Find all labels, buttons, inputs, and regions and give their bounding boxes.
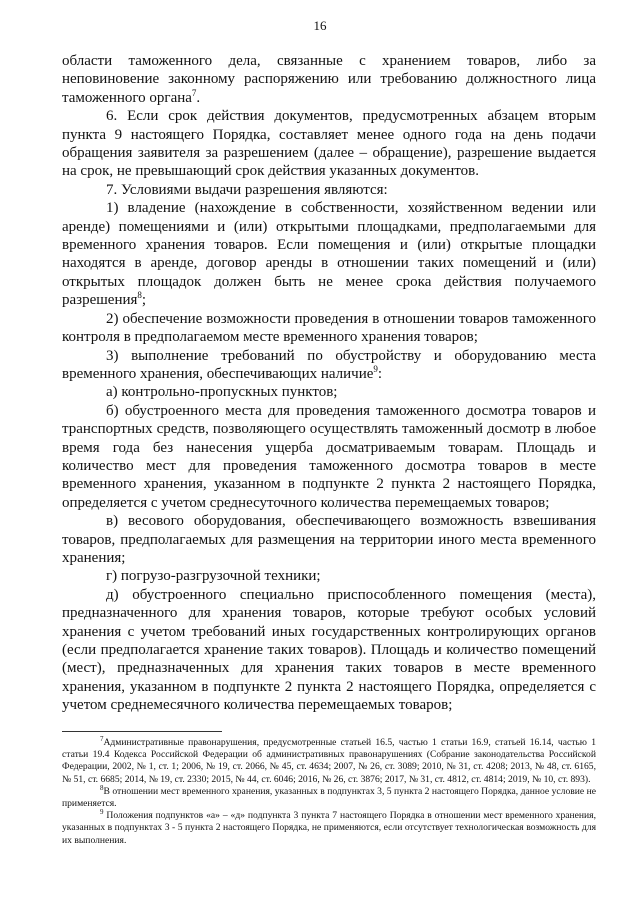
paragraph: б) обустроенного места для проведения таможенного досмотра товаров и транспортных средств, позволяющего осуществлять таможенный досмотр в любое время года без нанесения ущерба досматриваемым товарам. Площадь и количество мест для проведения таможенного досмотра товаров в месте временного хранения, указанном в подпункте 2 пункта 2 настоящего Порядка, определяется с учетом среднесуточного количества перемещаемых товаров; [62, 402, 596, 511]
footnote-ref: 7 [191, 87, 197, 98]
footnote-ref: 9 [373, 363, 378, 374]
paragraph: 7. Условиями выдачи разрешения являются: [106, 181, 388, 198]
page-number: 16 [313, 18, 327, 33]
footnote: $^9$ Положения подпунктов «а» – «д» подпункта 3 пункта 7 настоящего Порядка в отношении мест временного хранения, указанных в подпунктах 3 - 5 пункта 2 настоящего Порядка, не применяются, если отсутствует технологическая возможность для их выполнения. [62, 808, 596, 846]
paragraph: 6. Если срок действия документов, предусмотренных абзацем вторым пункта 9 настоящего Порядка, составляет менее одного года на день подачи обращения заявителя за разрешением (далее – обращение), разрешение выдается на срок, не превышающий срок действия указанных документов. [62, 108, 596, 180]
paragraph: 2) обеспечение возможности проведения в отношении товаров таможенного контроля в предполагаемом месте временного хранения товаров; [62, 310, 596, 346]
footnote: $^8$В отношении мест временного хранения, указанных в подпунктах 3, 5 пункта 2 настоящего Порядка, данное условие не применяется. [62, 783, 596, 810]
paragraph: г) погрузо-разгрузочной техники; [106, 568, 321, 585]
paragraph: а) контрольно-пропускных пунктов; [106, 384, 338, 401]
paragraph: области таможенного дела, связанные с хранением товаров, либо за неповиновение законному распоряжению или требованию должностного лица таможенного органа$^7$. [62, 53, 596, 106]
footnote: $^7$Административные правонарушения, предусмотренные статьей 16.5, частью 1 статьи 16.9, статьей 16.14, частью 1 статьи 19.4 Кодекса Российской Федерации об административных правонарушениях (Собрание законодательства Российской Федерации, 2002, № 1, ст. 1; 2006, № 19, ст. 2066, № 45, ст. 4634; 2007, № 26, ст. 3089; 2010, № 31, ст. 4208; 2013, № 48, ст. 6165, № 51, ст. 6685; 2014, № 19, ст. 2330; 2015, № 44, ст. 6046; 2016, № 26, ст. 3876; 2017, № 31, ст. 4812, ст. 4814; 2019, № 10, ст. 893). [62, 734, 596, 785]
footnotes [62, 734, 596, 847]
paragraph: д) обустроенного специально приспособленного помещения (места), предназначенного для хранения товаров, которые требуют особых условий хранения с учетом требований иных государственных контролирующих органов (если предполагается хранение таких товаров). Площадь и количество помещений (мест), предназначенных для хранения таких товаров в месте временного хранения, указанном в подпункте 2 пункта 2 настоящего Порядка, определяется с учетом среднемесячного количества перемещаемых товаров; [62, 586, 596, 714]
paragraph: 3) выполнение требований по обустройству и оборудованию места временного хранения, обеспечивающих наличие$^9$: [62, 347, 596, 382]
document-body [62, 52, 596, 715]
paragraph: 1) владение (нахождение в собственности, хозяйственном ведении или аренде) помещениями и (или) открытыми площадками, предполагаемыми для временного хранения товаров. Если помещения и (или) открытые площадки находятся в аренде, договор аренды в отношении таких помещений и (или) открытых площадок должен быть не менее срока действия получаемого разрешения$^8$; [62, 200, 596, 309]
footnote-separator [62, 731, 222, 732]
footnote-ref: 8 [137, 290, 142, 301]
paragraph: в) весового оборудования, обеспечивающего возможность взвешивания товаров, предполагаемых для размещения на территории иного места временного хранения; [62, 513, 596, 566]
